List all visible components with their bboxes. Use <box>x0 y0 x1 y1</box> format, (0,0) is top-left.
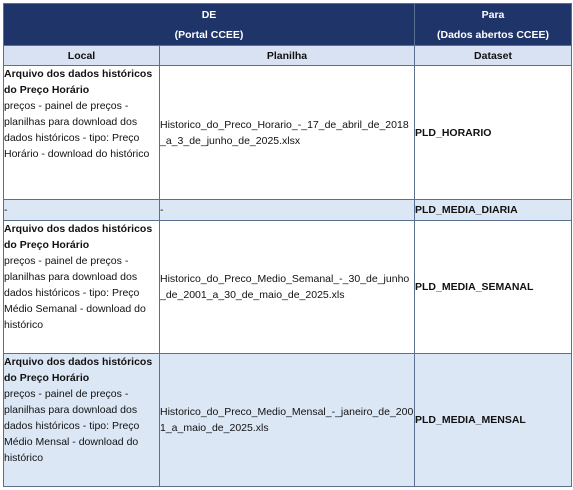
dataset-cell: PLD_HORARIO <box>415 66 572 200</box>
header-para: Para <box>415 4 572 26</box>
table-row <box>4 200 572 221</box>
local-cell: - <box>4 200 160 221</box>
planilha-cell: - <box>160 200 415 221</box>
column-header-local: Local <box>4 46 160 66</box>
dataset-cell: PLD_MEDIA_SEMANAL <box>415 221 572 354</box>
dataset-cell: PLD_MEDIA_MENSAL <box>415 354 572 487</box>
dataset-cell: PLD_MEDIA_DIARIA <box>415 200 572 221</box>
header-para-sub: (Dados abertos CCEE) <box>415 26 572 46</box>
mapping-table <box>3 3 572 487</box>
local-description: preços - painel de preços - planilhas para download dos dados históricos - tipo: Preço Médio Mensal - download do histórico <box>4 388 140 464</box>
local-description: preços - painel de preços - planilhas para download dos dados históricos - tipo: Preço Médio Semanal - download do histórico <box>4 255 146 331</box>
header-de-sub: (Portal CCEE) <box>4 26 415 46</box>
column-header-dataset: Dataset <box>415 46 572 66</box>
column-header-planilha: Planilha <box>160 46 415 66</box>
local-title: Arquivo dos dados históricos do Preço Horário <box>4 356 153 384</box>
local-cell <box>4 221 160 354</box>
table-row <box>4 66 572 200</box>
table-row <box>4 354 572 487</box>
planilha-cell: Historico_do_Preco_Horario_-_17_de_abril_de_2018_a_3_de_junho_de_2025.xlsx <box>160 66 415 200</box>
local-cell <box>4 66 160 200</box>
planilha-cell: Historico_do_Preco_Medio_Mensal_-_janeiro_de_2001_a_maio_de_2025.xls <box>160 354 415 487</box>
header-de: DE <box>4 4 415 26</box>
local-title: Arquivo dos dados históricos do Preço Horário <box>4 223 153 251</box>
planilha-cell: Historico_do_Preco_Medio_Semanal_-_30_de_junho_de_2001_a_30_de_maio_de_2025.xls <box>160 221 415 354</box>
local-cell <box>4 354 160 487</box>
local-title: Arquivo dos dados históricos do Preço Horário <box>4 68 153 96</box>
local-description: preços - painel de preços - planilhas para download dos dados históricos - tipo: Preço Horário - download do histórico <box>4 100 150 160</box>
table-row <box>4 221 572 354</box>
